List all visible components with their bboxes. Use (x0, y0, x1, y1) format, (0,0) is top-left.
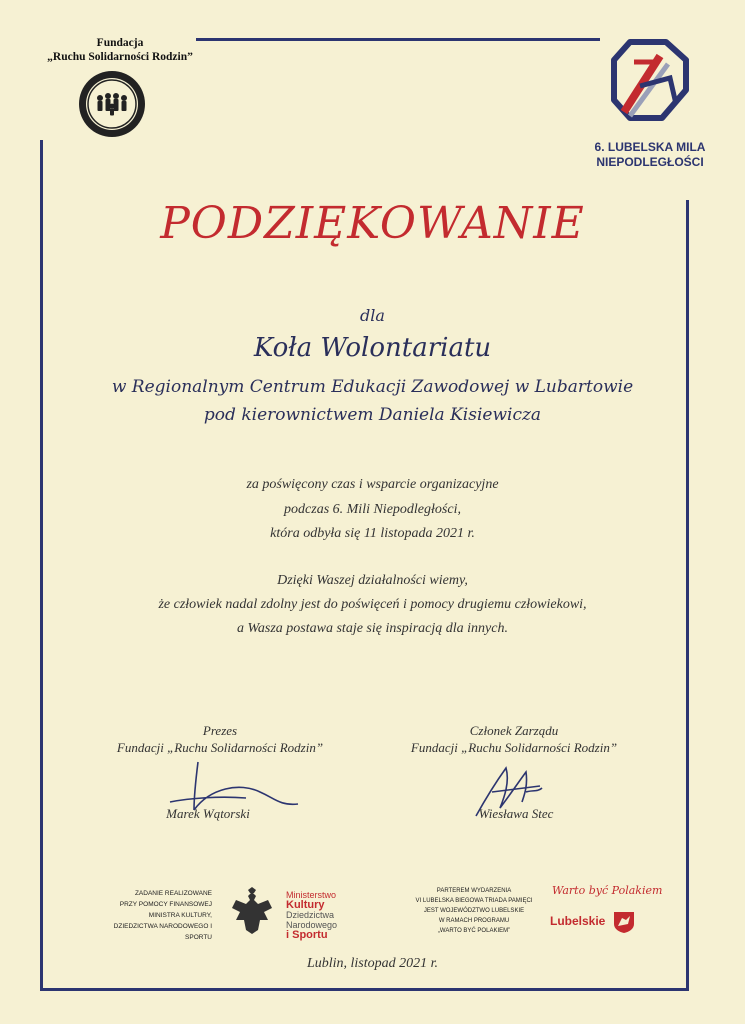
partner-note-line: VI LUBELSKA BIEGOWA TRIADA PAMIĘCI (415, 898, 533, 904)
event-name-line-2: NIEPODLEGŁOŚCI (596, 155, 704, 169)
event-name-line-1: 6. LUBELSKA MILA (594, 140, 706, 154)
ministry-logo (286, 890, 376, 940)
body-line: za poświęcony czas i wsparcie organizacyjne (246, 477, 499, 492)
lubelskie-logo: Lubelskie (550, 914, 606, 928)
signature-block-left (90, 722, 350, 756)
warto-byc-polakiem-logo: Warto być Polakiem (552, 884, 663, 897)
foundation-name (36, 36, 204, 64)
ministry-note-line: ZADANIE REALIZOWANE (134, 890, 212, 897)
ministry-logo-line: Dziedzictwa Narodowego (286, 910, 338, 930)
signer-role: Członek Zarządu (469, 723, 559, 738)
recipient-institution: w Regionalnym Centrum Edukacji Zawodowej w Lubartowie (111, 377, 634, 397)
ministry-note-line: DZIEDZICTWA NARODOWEGO I SPORTU (113, 923, 212, 941)
recipient-leader: pod kierownictwem Daniela Kisiewicza (203, 405, 542, 425)
signer-name-right: Wiesława Stec (478, 806, 554, 821)
foundation-seal-icon (78, 70, 146, 138)
ministry-note-line: PRZY POMOCY FINANSOWEJ (119, 901, 212, 908)
signer-organization: Fundacji „Ruchu Solidarności Rodzin” (410, 740, 618, 755)
ministry-note-line: MINISTRA KULTURY, (148, 912, 212, 919)
ministry-funding-note (86, 888, 212, 943)
body-line: Dzięki Waszej działalności wiemy, (277, 573, 468, 588)
partner-note-line: PARTEREM WYDARZENIA (436, 888, 512, 894)
polish-eagle-icon (228, 886, 276, 938)
frame-bottom-line (40, 988, 689, 991)
ministry-logo-line: Kultury (286, 899, 325, 911)
partner-note-line: W RAMACH PROGRAMU (438, 918, 510, 924)
partner-note-line: „WARTO BYĆ POLAKIEM” (437, 928, 511, 934)
body-line: podczas 6. Mili Niepodległości, (284, 502, 461, 517)
ministry-logo-line: i Sportu (286, 929, 328, 941)
lubelskie-shield-icon (612, 910, 636, 934)
foundation-line-1: Fundacja (96, 37, 144, 49)
signer-name-left: Marek Wątorski (166, 806, 250, 821)
partner-note (408, 886, 540, 936)
place-and-date: Lublin, listopad 2021 r. (306, 956, 439, 971)
signer-organization: Fundacji „Ruchu Solidarności Rodzin” (116, 740, 324, 755)
body-line: która odbyła się 11 listopada 2021 r. (270, 526, 475, 541)
signer-role: Prezes (202, 723, 238, 738)
body-line: że człowiek nadal zdolny jest do poświęceń i pomocy drugiemu człowiekowi, (158, 597, 587, 612)
certificate-title: PODZIĘKOWANIE (160, 198, 585, 249)
frame-top-line (196, 38, 600, 41)
partner-note-line: JEST WOJEWÓDZTWO LUBELSKIE (423, 908, 525, 914)
lubelska-mila-logo (600, 34, 696, 130)
ministry-logo-line: Ministerstwo (286, 890, 337, 900)
signature-block-right (384, 722, 644, 756)
recipient-name: Koła Wolontariatu (253, 333, 492, 363)
frame-left-line (40, 140, 43, 990)
body-line: a Wasza postawa staje się inspiracją dla innych. (237, 621, 508, 636)
event-name (575, 140, 725, 170)
recipient-prefix: dla (360, 306, 385, 325)
foundation-line-2: „Ruchu Solidarności Rodzin” (47, 51, 193, 63)
